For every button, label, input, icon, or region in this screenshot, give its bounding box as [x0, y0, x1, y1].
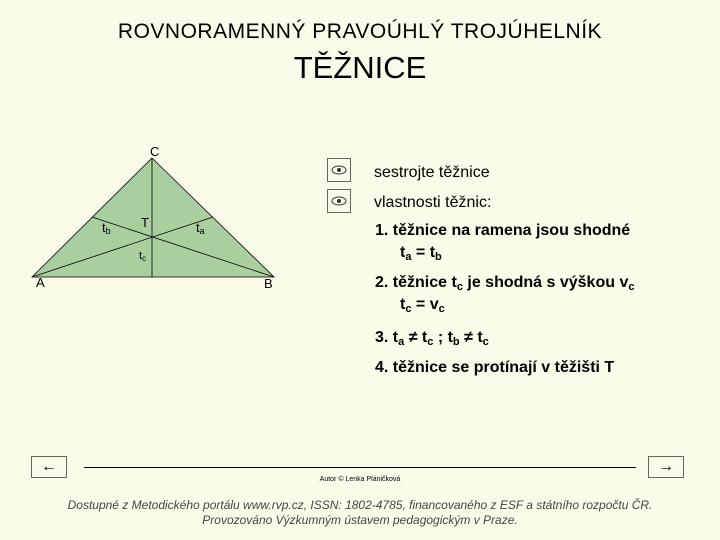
- page-title: ROVNORAMENNÝ PRAVOÚHLÝ TROJÚHELNÍK: [117, 20, 603, 43]
- triangle-diagram: [28, 140, 298, 300]
- property-2: 2. těžnice $t_c$ je shodná s výškou $v_c$: [375, 274, 635, 293]
- author-text: Autor © Lenka Pláničková: [319, 476, 401, 483]
- construct-label[interactable]: sestrojte těžnice: [374, 164, 490, 181]
- triangle-shape: [32, 158, 274, 277]
- property-1-equation: $t_a = t_b$: [400, 244, 442, 263]
- vertex-b-label: B: [264, 276, 273, 291]
- eye-icon: [331, 196, 347, 206]
- credits-text: [0, 498, 720, 528]
- next-button[interactable]: [648, 456, 684, 478]
- prev-button[interactable]: [31, 456, 67, 478]
- credits-line-2: Provozováno Výzkumným ústavem pedagogickým v Praze.: [202, 513, 518, 527]
- property-1: 1. těžnice na ramena jsou shodné: [375, 222, 631, 239]
- centroid-label: T: [141, 215, 149, 230]
- tb-label: tb: [102, 220, 111, 236]
- property-3: 3. $t_a \ne t_c$ ; $t_b \ne t_c$: [375, 329, 489, 348]
- page-subtitle: TĚŽNICE: [293, 50, 427, 85]
- eye-icon: [331, 165, 347, 175]
- arrow-left-icon: ←: [41, 458, 57, 475]
- ta-label: ta: [196, 220, 205, 236]
- property-4: 4. těžnice se protínají v těžišti T: [375, 359, 615, 376]
- tc-label: tc: [139, 250, 147, 263]
- arrow-right-icon: →: [658, 458, 674, 475]
- properties-button[interactable]: [327, 189, 351, 213]
- vertex-c-label: C: [150, 144, 160, 159]
- credits-line-1: Dostupné z Metodického portálu www.rvp.cz, ISSN: 1802-4785, financovaného z ESF a státního rozpočtu ČR.: [67, 498, 653, 512]
- construct-button[interactable]: [327, 158, 351, 182]
- footer-divider: [84, 467, 636, 468]
- properties-label[interactable]: vlastnosti těžnic:: [374, 194, 492, 211]
- vertex-a-label: A: [36, 275, 45, 290]
- property-2-equation: $t_c = v_c$: [400, 296, 445, 315]
